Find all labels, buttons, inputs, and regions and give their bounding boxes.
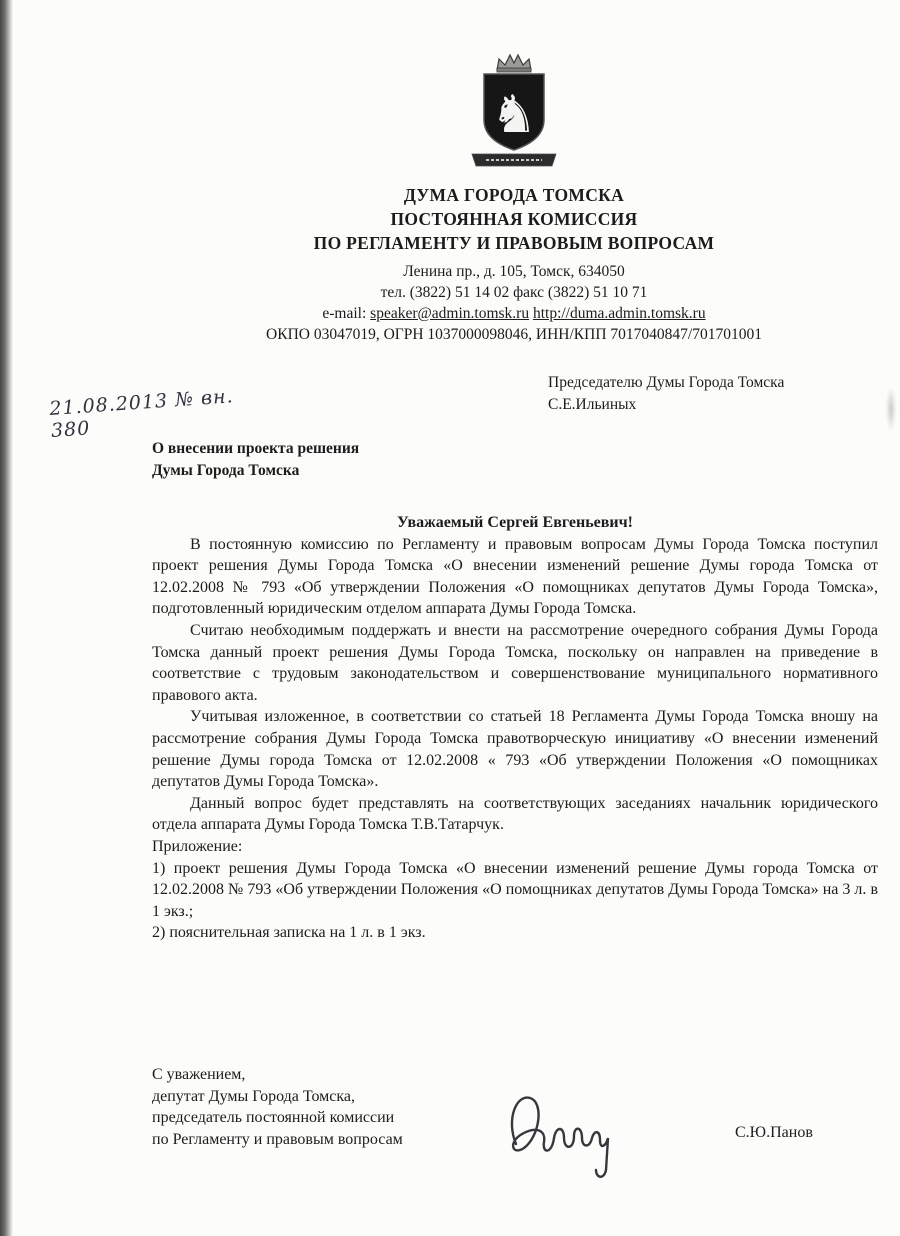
org-name-line-1: ДУМА ГОРОДА ТОМСКА [403, 185, 625, 205]
closing-line-3: председатель постоянной комиссии [152, 1109, 395, 1127]
email-link: speaker@admin.tomsk.ru [370, 305, 530, 322]
horse-icon: ♞ [490, 85, 538, 145]
closing-line-1: С уважением, [152, 1066, 246, 1083]
subject-block [152, 438, 359, 482]
body-paragraph-3: Учитывая изложенное, в соответствии со статьей 18 Регламента Думы Города Томска вношу на рассмотрение собрания Думы Города Томска правотворческую инициативу «О внесении изменений решение Думы города Томска от 12.02.2008 « 793 «Об утверждении Положения «О помощниках депутатов Думы Города Томска». [152, 708, 878, 791]
tomsk-coat-of-arms-icon [464, 52, 564, 175]
closing-block [152, 1064, 403, 1150]
subject-line-2: Думы Города Томска [152, 462, 300, 479]
handwritten-signature-icon [500, 1086, 630, 1186]
handwritten-date-number: 21.08.2013 № вн. 380 [48, 385, 235, 442]
scan-left-edge-artifact [0, 0, 13, 1236]
recipient-block [548, 372, 784, 415]
letterhead [150, 52, 878, 345]
salutation: Уважаемый Сергей Евгеньевич! [397, 514, 633, 531]
body-paragraph-1: В постоянную комиссию по Регламенту и правовым вопросам Думы Города Томска поступил проект решения Думы Города Томска «О внесении изменений решение Думы города Томска от 12.02.2008 № 793 «Об утверждении Положения «О помощниках депутатов Думы Города Томска», подготовленный юридическим отделом аппарата Думы Города Томска. [152, 535, 878, 618]
closing-line-4: по Регламенту и правовым вопросам [152, 1130, 403, 1148]
phone-line: тел. (3822) 51 14 02 факс (3822) 51 10 71 [380, 284, 648, 301]
registration-codes-line: ОКПО 03047019, ОГРН 1037000098046, ИНН/КПП 7017040847/701701001 [266, 326, 762, 343]
attachment-item-2: 2) пояснительная записка на 1 л. в 1 экз. [152, 924, 426, 942]
body-paragraph-4: Данный вопрос будет представлять на соответствующих заседаниях начальник юридического отдела аппарата Думы Города Томска Т.В.Татарчук. [152, 794, 878, 834]
email-label: e-mail: [322, 305, 371, 322]
signatory-name: С.Ю.Панов [735, 1124, 813, 1141]
email-website-line [150, 303, 878, 324]
closing-line-2: депутат Думы Города Томска, [152, 1087, 355, 1105]
crown-base [497, 68, 531, 72]
scan-smudge-artifact [886, 386, 896, 432]
body-paragraph-2: Считаю необходимым поддержать и внести на рассмотрение очередного собрания Думы Города Томска данный проект решения Думы Города Томска, поскольку он направлен на приведение в соответствие с трудовым законодательством и совершенствование муниципального нормативного правового акта. [152, 621, 878, 704]
letter-body [152, 512, 878, 944]
website-link: http://duma.admin.tomsk.ru [532, 305, 706, 322]
attachments-heading: Приложение: [152, 837, 243, 855]
org-name-line-3: ПО РЕГЛАМЕНТУ И ПРАВОВЫМ ВОПРОСАМ [313, 233, 715, 253]
recipient-title: Председателю Думы Города Томска [548, 374, 785, 391]
subject-line-1: О внесении проекта решения [152, 440, 360, 457]
attachment-item-1: 1) проект решения Думы Города Томска «О внесении изменений решение Думы города Томска от 12.02.2008 № 793 «Об утверждении Положения «О помощниках депутатов Думы Города Томска» на 3 л. в 1 экз.; [152, 859, 878, 920]
org-name-line-2: ПОСТОЯННАЯ КОМИССИЯ [390, 209, 638, 229]
recipient-name: С.Е.Ильиных [548, 395, 637, 413]
address-line: Ленина пр., д. 105, Томск, 634050 [403, 263, 625, 280]
